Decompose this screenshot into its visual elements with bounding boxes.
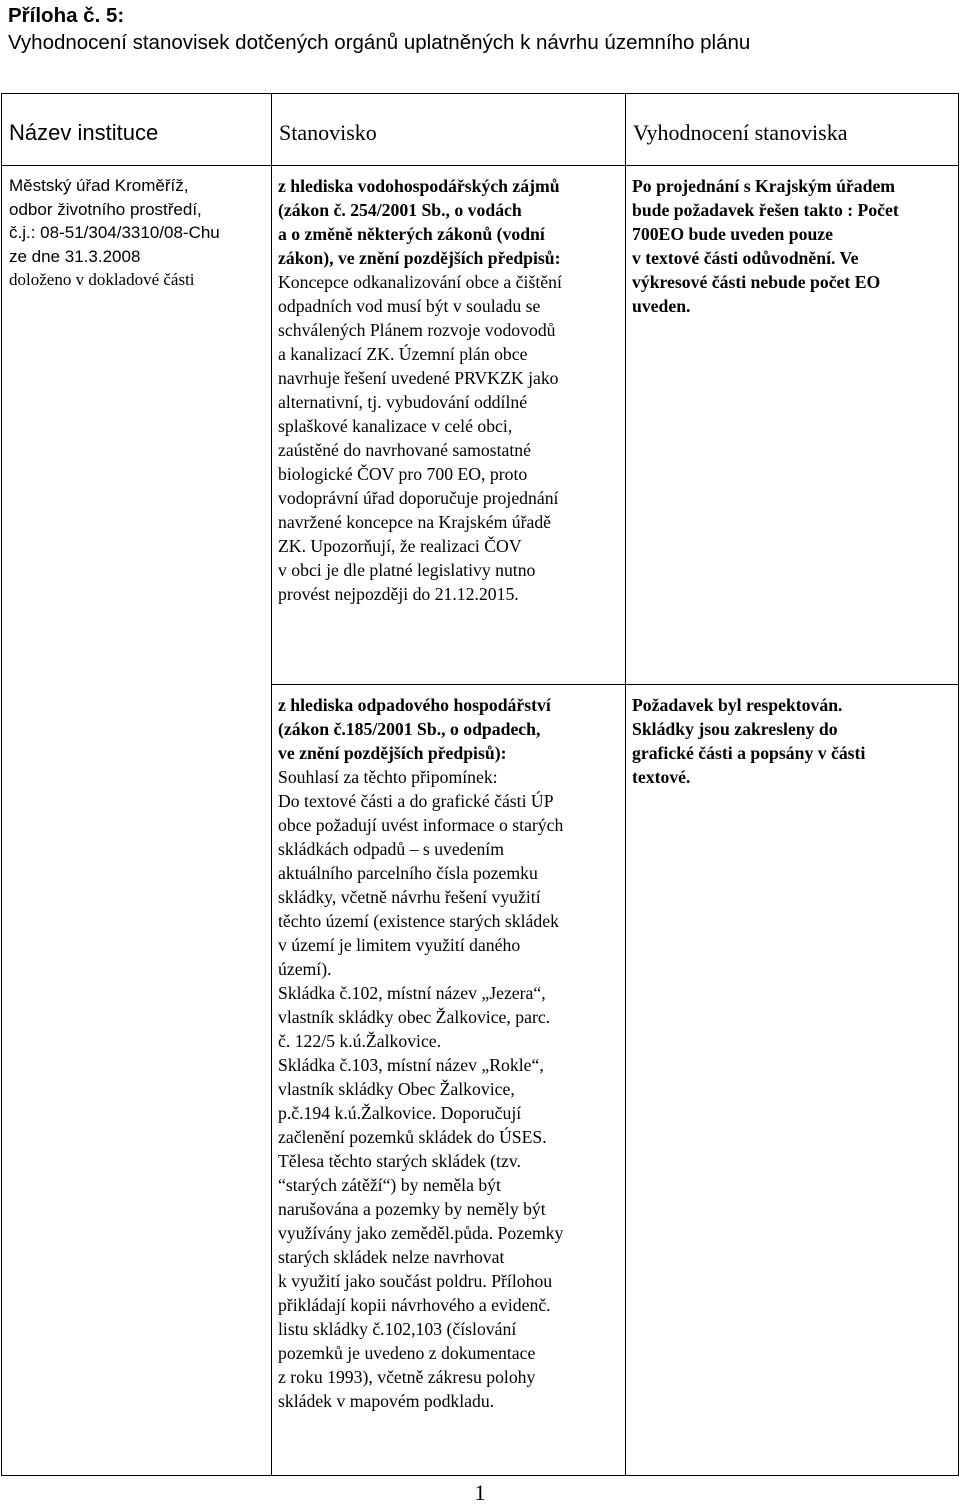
evaluation-line: uveden.	[632, 296, 691, 316]
statement-waste-cell	[272, 685, 626, 1476]
statement-line: z roku 1993), včetně zákresu polohy	[278, 1367, 536, 1387]
statement-line: navrhuje řešení uvedené PRVKZK jako	[278, 368, 559, 388]
institution-line: č.j.: 08-51/304/3310/08-Chu	[9, 223, 220, 242]
evaluation-line: grafické části a popsány v části	[632, 743, 866, 763]
statement-water-cell	[272, 166, 626, 685]
statement-line: provést nejpozději do 21.12.2015.	[278, 584, 519, 604]
statement-line: vlastník skládky obec Žalkovice, parc.	[278, 1007, 551, 1027]
statement-heading-line: (zákon č.185/2001 Sb., o odpadech,	[278, 719, 541, 739]
page-number: 1	[474, 1480, 486, 1505]
institution-note: doloženo v dokladové části	[9, 270, 195, 289]
statement-line: obce požadují uvést informace o starých	[278, 815, 564, 835]
statement-line: těchto území (existence starých skládek	[278, 911, 559, 931]
statement-line: “starých zátěží“) by neměla být	[278, 1175, 501, 1195]
statement-heading-line: z hlediska odpadového hospodářství	[278, 695, 551, 715]
appendix-label: Příloha č. 5:	[8, 4, 125, 27]
evaluation-line: v textové části odůvodnění. Ve	[632, 248, 859, 268]
statement-line: biologické ČOV pro 700 EO, proto	[278, 464, 528, 484]
statement-heading-line: (zákon č. 254/2001 Sb., o vodách	[278, 200, 522, 220]
statement-line: využívány jako zeměděl.půda. Pozemky	[278, 1223, 564, 1243]
statement-heading-line: a o změně některých zákonů (vodní	[278, 224, 545, 244]
statement-line: schválených Plánem rozvoje vodovodů	[278, 320, 556, 340]
statement-line: Skládka č.103, místní název „Rokle“,	[278, 1055, 544, 1075]
statement-line: splaškové kanalizace v celé obci,	[278, 416, 513, 436]
statement-line: Tělesa těchto starých skládek (tzv.	[278, 1151, 521, 1171]
statement-line: starých skládek nelze navrhovat	[278, 1247, 505, 1267]
statement-line: navržené koncepce na Krajském úřadě	[278, 512, 552, 532]
statement-line: přikládají kopii návrhového a evidenč.	[278, 1295, 551, 1315]
statement-line: začlenění pozemků skládek do ÚSES.	[278, 1127, 547, 1147]
statement-line: Koncepce odkanalizování obce a čištění	[278, 272, 562, 292]
institution-cell	[2, 166, 272, 1476]
statement-line: skládek v mapovém podkladu.	[278, 1391, 495, 1411]
statement-line: pozemků je uvedeno z dokumentace	[278, 1343, 536, 1363]
document-title: Vyhodnocení stanovisek dotčených orgánů uplatněných k návrhu územního plánu	[8, 31, 751, 54]
statement-line: skládkách odpadů – s uvedením	[278, 839, 504, 859]
statement-line: odpadních vod musí být v souladu se	[278, 296, 541, 316]
statement-line: území).	[278, 959, 332, 979]
statement-line: Souhlasí za těchto připomínek:	[278, 767, 498, 787]
statement-heading-line: z hlediska vodohospodářských zájmů	[278, 176, 560, 196]
evaluation-line: textové.	[632, 767, 691, 787]
evaluation-line: 700EO bude uveden pouze	[632, 224, 833, 244]
statement-line: v obci je dle platné legislativy nutno	[278, 560, 536, 580]
header-institution: Název instituce	[2, 94, 272, 166]
statement-line: skládky, včetně návrhu řešení využití	[278, 887, 541, 907]
statement-heading-line: zákon), ve znění pozdějších předpisů:	[278, 248, 561, 268]
evaluation-table	[1, 93, 959, 1476]
statement-line: Do textové části a do grafické části ÚP	[278, 791, 554, 811]
statement-line: narušována a pozemky by neměly být	[278, 1199, 546, 1219]
evaluation-line: Po projednání s Krajským úřadem	[632, 176, 896, 196]
header-statement: Stanovisko	[272, 94, 626, 166]
statement-line: alternativní, tj. vybudování oddílné	[278, 392, 528, 412]
institution-line: Městský úřad Kroměříž,	[9, 176, 189, 195]
evaluation-waste-cell	[626, 685, 959, 1476]
statement-line: vlastník skládky Obec Žalkovice,	[278, 1079, 515, 1099]
statement-line: aktuálního parcelního čísla pozemku	[278, 863, 538, 883]
evaluation-line: Skládky jsou zakresleny do	[632, 719, 838, 739]
statement-line: vodoprávní úřad doporučuje projednání	[278, 488, 559, 508]
statement-line: k využití jako součást poldru. Přílohou	[278, 1271, 553, 1291]
statement-line: č. 122/5 k.ú.Žalkovice.	[278, 1031, 442, 1051]
header-evaluation: Vyhodnocení stanoviska	[626, 94, 959, 166]
statement-line: Skládka č.102, místní název „Jezera“,	[278, 983, 546, 1003]
evaluation-water-cell	[626, 166, 959, 685]
statement-line: listu skládky č.102,103 (číslování	[278, 1319, 517, 1339]
institution-line: odbor životního prostředí,	[9, 199, 202, 219]
institution-line: ze dne 31.3.2008	[9, 246, 141, 266]
table-header-row	[2, 94, 959, 166]
statement-line: v území je limitem využití daného	[278, 935, 521, 955]
statement-line: ZK. Upozorňují, že realizaci ČOV	[278, 536, 522, 556]
table-row	[2, 166, 959, 685]
evaluation-line: Požadavek byl respektován.	[632, 695, 843, 715]
evaluation-line: bude požadavek řešen takto : Počet	[632, 200, 899, 220]
statement-line: zaústěné do navrhované samostatné	[278, 440, 531, 460]
page-heading	[8, 2, 750, 56]
statement-line: a kanalizací ZK. Územní plán obce	[278, 344, 528, 364]
statement-line: p.č.194 k.ú.Žalkovice. Doporučují	[278, 1103, 522, 1123]
evaluation-line: výkresové části nebude počet EO	[632, 272, 881, 292]
statement-heading-line: ve znění pozdějších předpisů):	[278, 743, 507, 763]
